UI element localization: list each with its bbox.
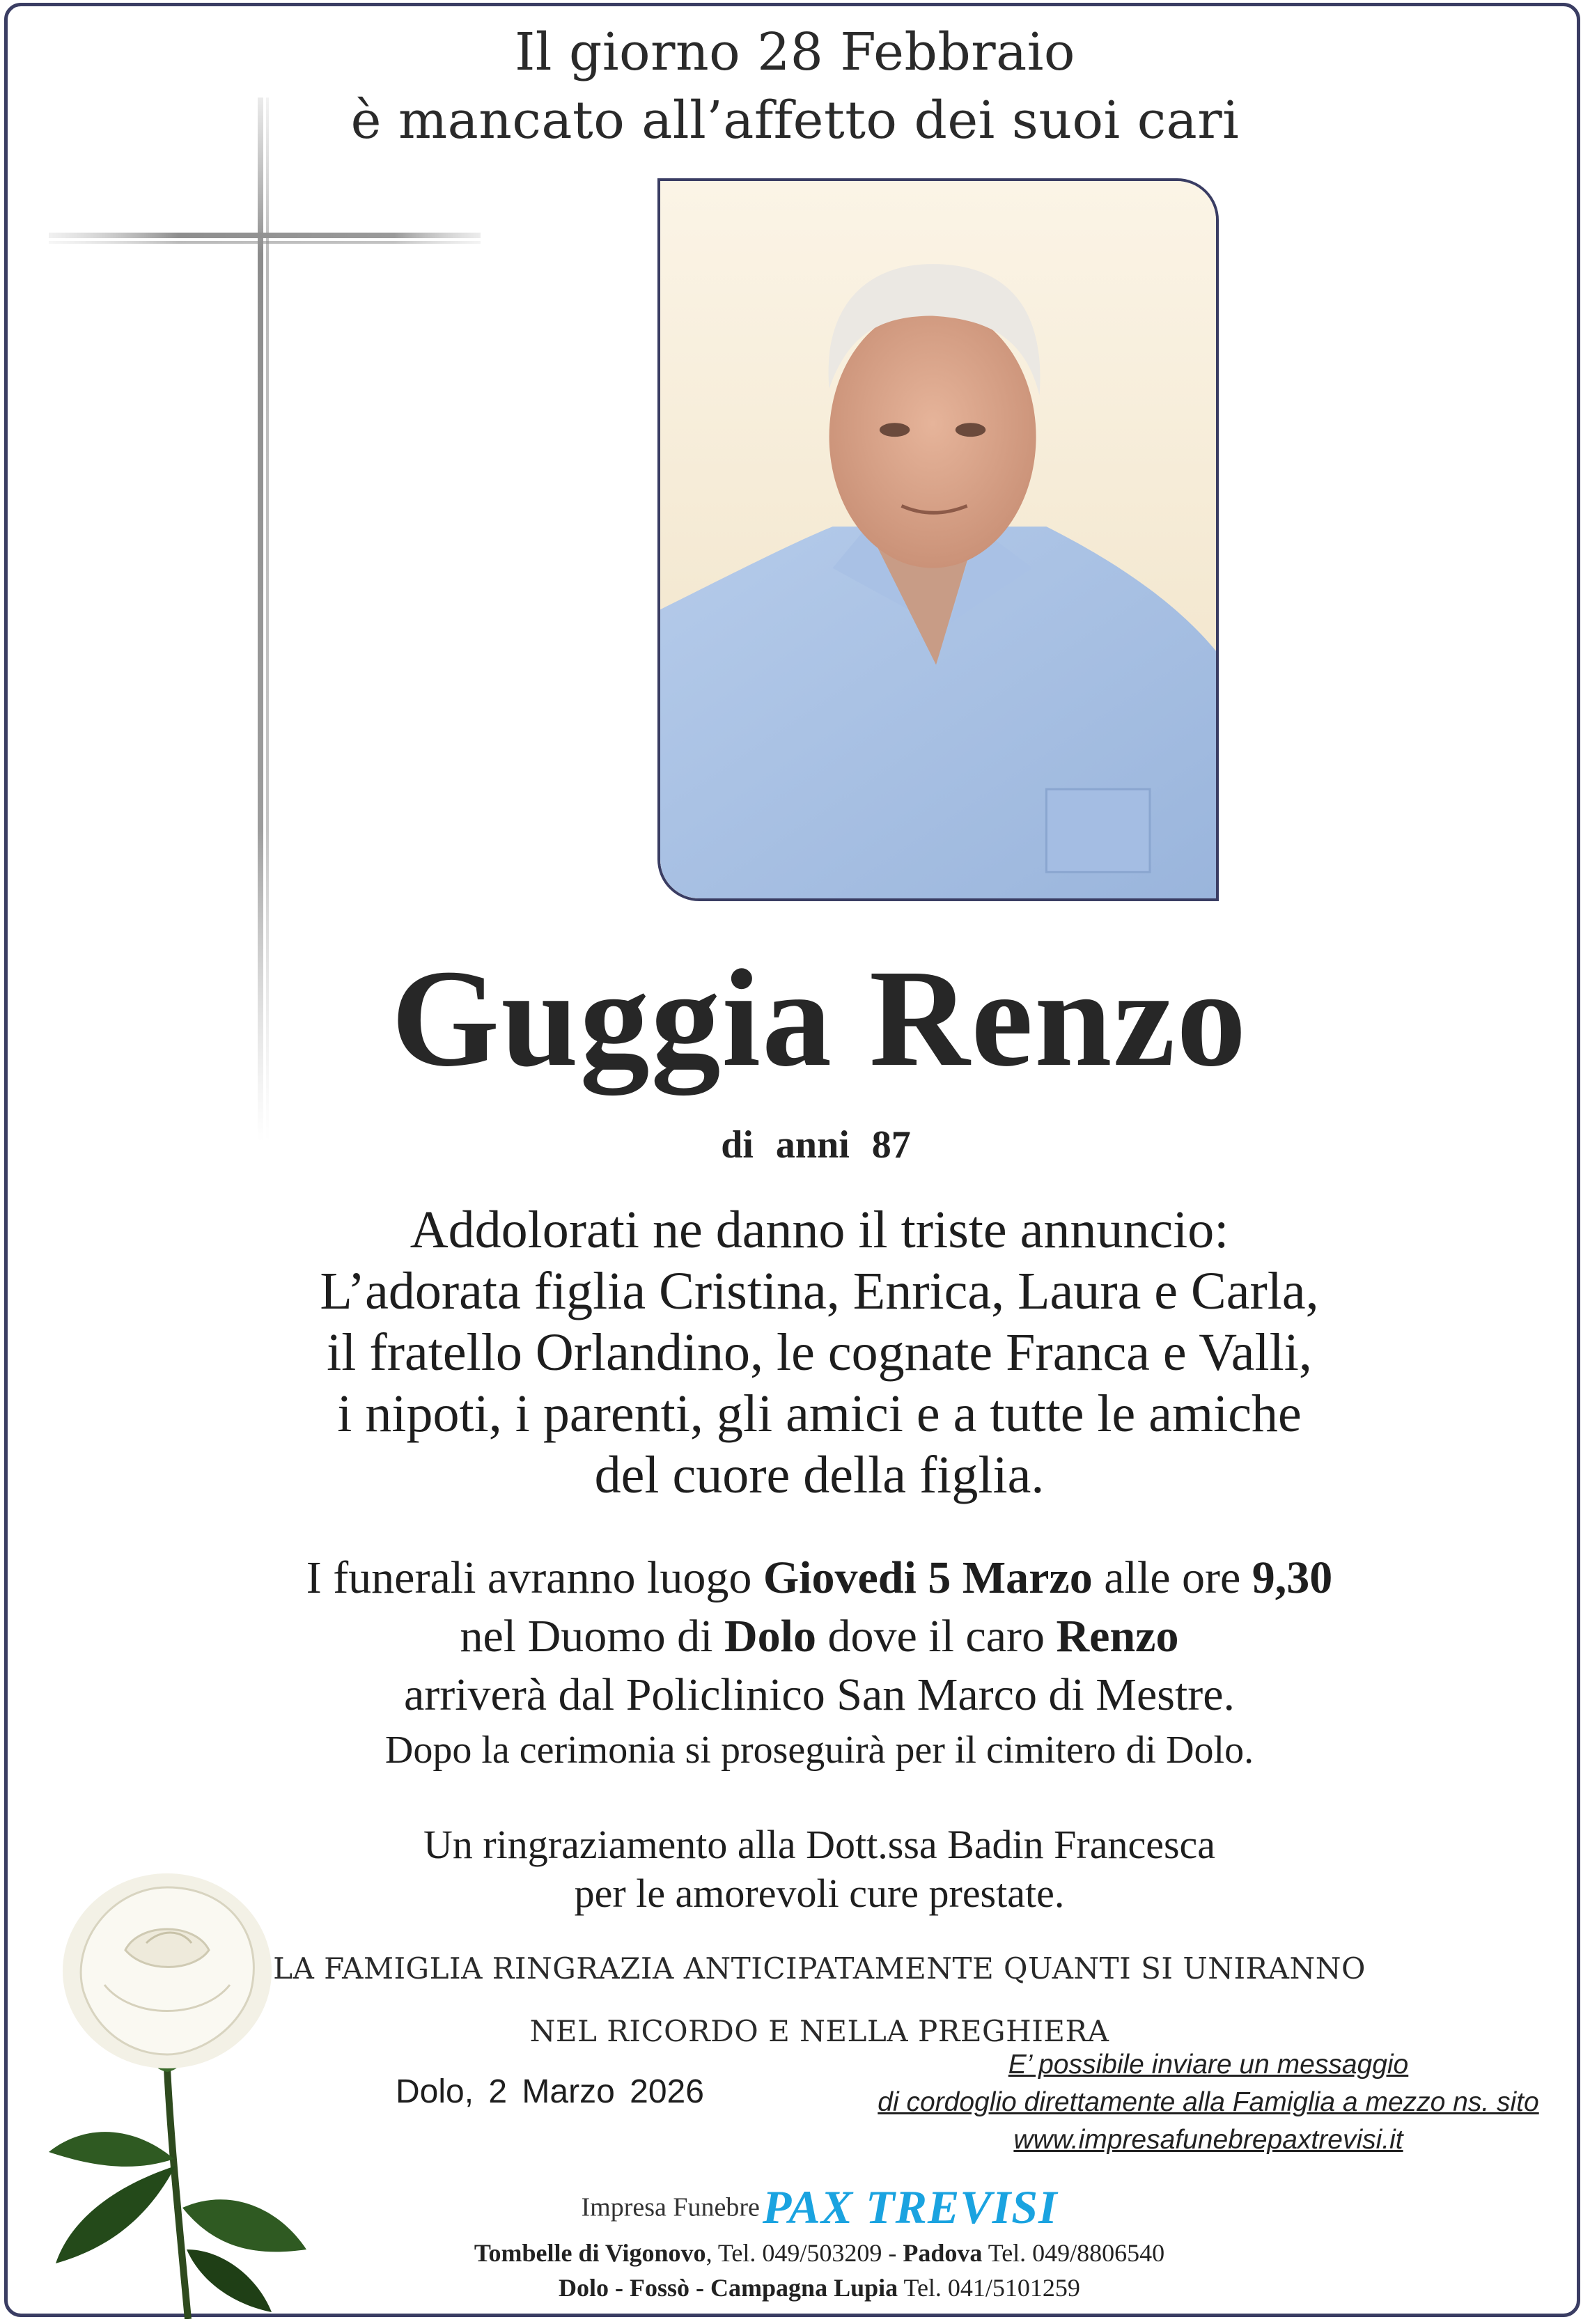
funeral-time: 9,30 — [1252, 1552, 1333, 1603]
funeral-text: nel Duomo di — [460, 1611, 713, 1662]
website-link[interactable]: www.impresafunebrepaxtrevisi.it — [1013, 2125, 1403, 2155]
message-line-1: E’ possibile inviare un messaggio — [1008, 2050, 1409, 2080]
announcement-block — [0, 1199, 1590, 1506]
announcement-line: il fratello Orlandino, le cognate Franca e Valli, — [327, 1323, 1312, 1382]
announcement-line: del cuore della figlia. — [594, 1446, 1045, 1504]
announcement-line: i nipoti, i parenti, gli amici e a tutte le amiche — [337, 1385, 1302, 1443]
agency-phone: Tel. 049/8806540 — [982, 2239, 1165, 2267]
family-note-line-2: NEL RICORDO E NELLA PREGHIERA — [529, 2014, 1109, 2048]
agency-place: Dolo - Fossò - Campagna Lupia — [559, 2274, 898, 2302]
family-note-line-1: LA FAMIGLIA RINGRAZIA ANTICIPATAMENTE QUANTI SI UNIRANNO — [273, 1951, 1366, 1986]
funeral-name: Renzo — [1056, 1611, 1179, 1662]
intro-line-2: è mancato all’affetto dei suoi cari — [350, 91, 1240, 150]
announcement-line: L’adorata figlia Cristina, Enrica, Laura e Carla, — [320, 1262, 1319, 1320]
deceased-name: Guggia Renzo — [391, 942, 1248, 1095]
agency-place: Tombelle di Vigonovo — [474, 2239, 706, 2267]
funeral-text: I funerali avranno luogo — [306, 1552, 752, 1603]
funeral-line-1 — [49, 1549, 1590, 1607]
thanks-line-1: Un ringraziamento alla Dott.ssa Badin Francesca — [423, 1822, 1216, 1867]
funeral-text: dove il caro — [827, 1611, 1045, 1662]
funeral-line-4: Dopo la cerimonia si proseguirà per il cimitero di Dolo. — [384, 1729, 1254, 1772]
white-rose-icon — [28, 1859, 327, 2319]
funeral-line-2 — [49, 1607, 1590, 1666]
agency-phone: , Tel. 049/503209 - — [706, 2239, 903, 2267]
funeral-text: alle ore — [1104, 1552, 1241, 1603]
announcement-line: Addolorati ne danno il triste annuncio: — [410, 1201, 1229, 1259]
funeral-place: Dolo — [724, 1611, 816, 1662]
agency-place: Padova — [903, 2239, 983, 2267]
agency-brand: PAX TREVISI — [762, 2181, 1058, 2233]
portrait-photo — [657, 178, 1219, 901]
thanks-line-2: per le amorevoli cure prestate. — [574, 1871, 1065, 1916]
message-line-2: di cordoglio direttamente alla Famiglia a mezzo ns. sito — [878, 2087, 1539, 2117]
funeral-date: Giovedi 5 Marzo — [763, 1552, 1093, 1603]
agency-label: Impresa Funebre — [581, 2192, 760, 2222]
funeral-line-3: arriverà dal Policlinico San Marco di Mestre. — [403, 1669, 1236, 1720]
place-date: Dolo, 2 Marzo 2026 — [396, 2073, 704, 2110]
message-note — [857, 2046, 1560, 2159]
deceased-age: di anni 87 — [721, 1123, 911, 1167]
agency-phone: Tel. 041/5101259 — [898, 2274, 1080, 2302]
funeral-block — [0, 1549, 1590, 1776]
intro-line-1: Il giorno 28 Febbraio — [515, 22, 1075, 82]
